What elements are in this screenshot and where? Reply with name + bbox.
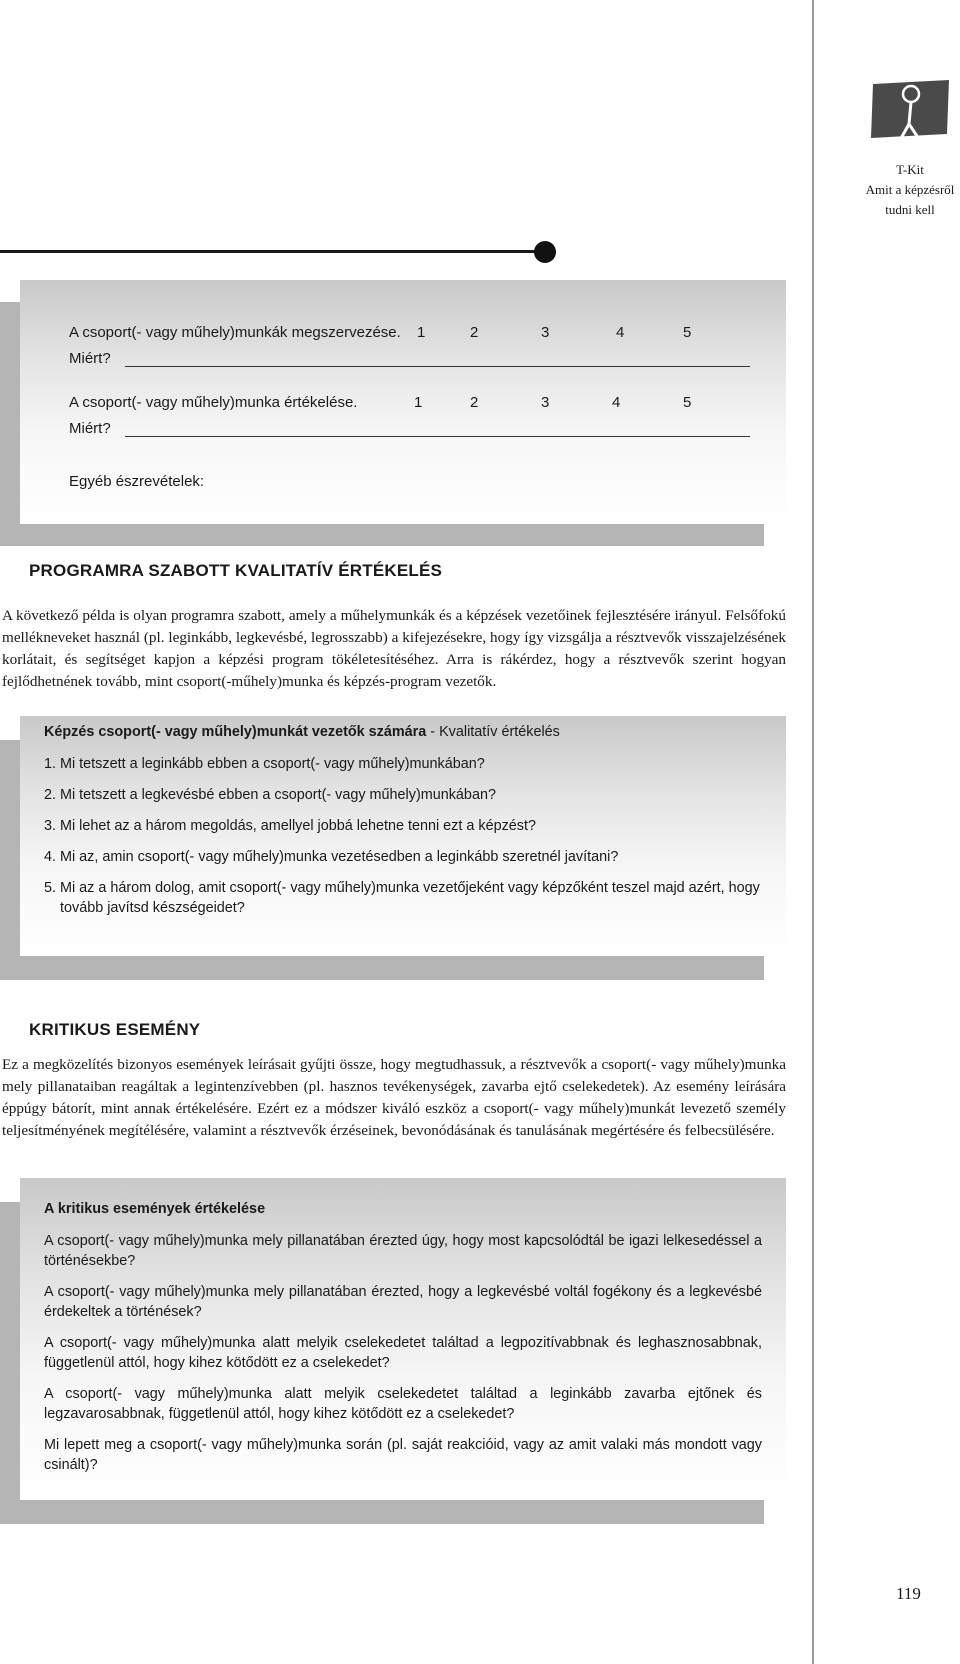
critical-box-title: A kritikus események értékelése bbox=[44, 1201, 266, 1217]
qualitative-question-5: 5. Mi az a három dolog, amit csoport(- vagy műhely)munka vezetőjeként vagy képzőként teszel majd azért, hogy tovább javítsd készségeidet? bbox=[44, 880, 760, 916]
critical-question-5: Mi lepett meg a csoport(- vagy műhely)munka során (pl. saját reakcióid, vagy az amit valaki más mondott vagy csinált)? bbox=[44, 1437, 762, 1473]
form-row1-score-4[interactable]: 4 bbox=[616, 324, 625, 341]
form-row2-score-3[interactable]: 3 bbox=[541, 394, 550, 411]
section-heading-qualitative: PROGRAMRA SZABOTT KVALITATÍV ÉRTÉKELÉS bbox=[29, 561, 443, 580]
form-row1-why: Miért? bbox=[69, 350, 111, 367]
qualitative-box-title bbox=[44, 722, 764, 742]
qualitative-box-title-rest: - Kvalitatív értékelés bbox=[426, 724, 560, 740]
form-row1-answer-line[interactable] bbox=[125, 366, 750, 367]
qualitative-question-4: 4. Mi az, amin csoport(- vagy műhely)munka vezetésedben a leginkább szeretnél javítani? bbox=[44, 849, 619, 865]
sidebar-line-1: T-Kit bbox=[896, 162, 924, 177]
margin-rule bbox=[812, 0, 814, 1664]
critical-question-2: A csoport(- vagy műhely)munka mely pillanatában érezted, hogy a legkevésbé voltál fogékony és a legkevésbé érdekeltek a történések? bbox=[44, 1284, 762, 1320]
critical-question-3: A csoport(- vagy műhely)munka alatt melyik cselekedetet találtad a legpozitívabbnak és leghasznosabbnak, függetlenül attól, hogy kihez kötődött ez a cselekedet? bbox=[44, 1335, 762, 1371]
qualitative-box-title-bold: Képzés csoport(- vagy műhely)munkát vezetők számára bbox=[44, 724, 427, 740]
section-qualitative-paragraph: A következő példa is olyan programra szabott, amely a műhelymunkák és a képzések vezetőinek fejlesztésére irányul. Felsőfokú mellékneveket használ (pl. leginkább, legkevésbé, legrosszabb) a kifejezésekre, hogy így vizsgálja a résztvevők visszajelzésének korlátait, és segítséget kapjon a képzési program tökéletesítéséhez. Arra is rákérdez, hogy a résztvevők szerint hogyan fejlődhetnének tovább, mint csoport(-műhely)munka és képzés-program vezetők. bbox=[2, 607, 786, 690]
qualitative-question-3: 3. Mi lehet az a három megoldás, amellyel jobbá lehetne tenni ezt a képzést? bbox=[44, 818, 536, 834]
qualitative-question-1: 1. Mi tetszett a leginkább ebben a csoport(- vagy műhely)munkában? bbox=[44, 756, 485, 772]
form-other-remarks: Egyéb észrevételek: bbox=[69, 473, 205, 490]
form-row2-label: A csoport(- vagy műhely)munka értékelése. bbox=[69, 394, 358, 411]
section-heading-critical-event: KRITIKUS ESEMÉNY bbox=[29, 1020, 201, 1039]
sidebar-caption bbox=[860, 160, 960, 220]
page-number: 119 bbox=[896, 1584, 921, 1603]
form-row1-score-2[interactable]: 2 bbox=[470, 324, 479, 341]
qualitative-question-list bbox=[44, 722, 764, 929]
section-critical-event-paragraph: Ez a megközelítés bizonyos események leírásait gyűjti össze, hogy megtudhassuk, a résztvevők a csoport(- vagy műhely)munka mely pillanataiban reagáltak a legintenzívebben (pl. hasznos tevékenységek, zavarba ejtő cselekedetek). Az esemény leírására éppúgy bátorít, mint annak értékelésére. Ezért ez a módszer kiváló eszköz a csoport(- vagy műhely)munkát levezető személy teljesítményének megítélésére, valamint a résztvevők érzéseinek, bevonódásának és tanulásának megértésére és felbecsülésére. bbox=[2, 1056, 786, 1139]
section-rule bbox=[0, 250, 536, 253]
sidebar-line-3: tudni kell bbox=[885, 202, 935, 217]
form-row2-score-1[interactable]: 1 bbox=[414, 394, 423, 411]
form-row2-score-2[interactable]: 2 bbox=[470, 394, 479, 411]
critical-question-4: A csoport(- vagy műhely)munka alatt melyik cselekedetet találtad a leginkább zavarba ejtőnek és legzavarosabbnak, függetlenül attól, hogy kihez kötődött ez a cselekedet? bbox=[44, 1386, 762, 1422]
sidebar-line-2: Amit a képzésről bbox=[865, 182, 955, 197]
form-row2-score-4[interactable]: 4 bbox=[612, 394, 621, 411]
form-row2-why: Miért? bbox=[69, 420, 111, 437]
critical-question-1: A csoport(- vagy műhely)munka mely pillanatában érezted úgy, hogy most kapcsolódtál be igazi lelkesedéssel a történésekbe? bbox=[44, 1233, 762, 1269]
form-row1-label: A csoport(- vagy műhely)munkák megszervezése. bbox=[69, 324, 401, 341]
form-row1-score-3[interactable]: 3 bbox=[541, 324, 550, 341]
section-rule-dot bbox=[534, 241, 556, 263]
form-row2-score-5[interactable]: 5 bbox=[683, 394, 692, 411]
form-row2-answer-line[interactable] bbox=[125, 436, 750, 437]
form-row1-score-5[interactable]: 5 bbox=[683, 324, 692, 341]
form-row1-score-1[interactable]: 1 bbox=[417, 324, 426, 341]
critical-question-list bbox=[44, 1199, 762, 1486]
tkit-logo-icon bbox=[871, 80, 951, 146]
qualitative-question-2: 2. Mi tetszett a legkevésbé ebben a csoport(- vagy műhely)munkában? bbox=[44, 787, 496, 803]
